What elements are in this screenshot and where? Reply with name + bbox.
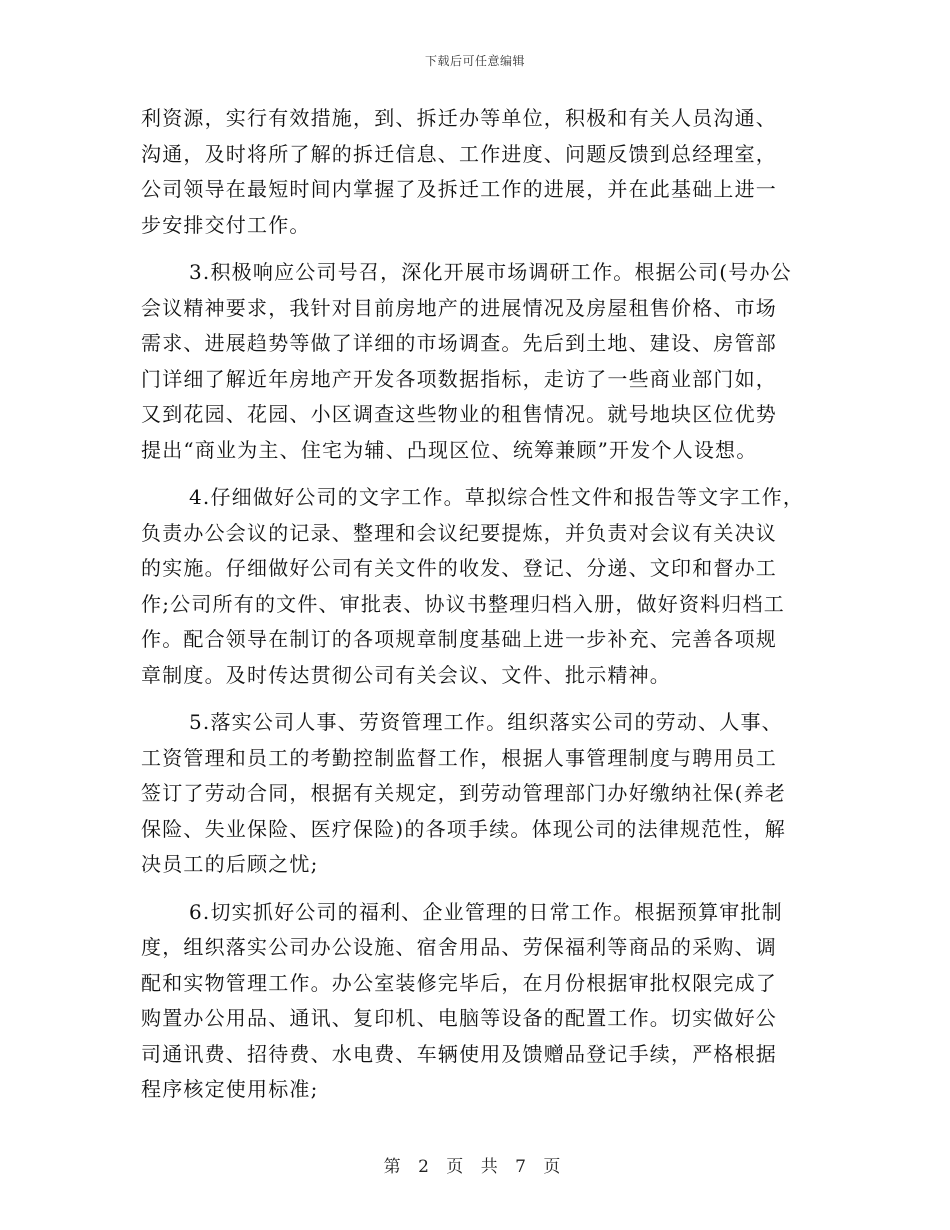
text-line: 3.积极响应公司号召，深化开展市场调研工作。根据公司(号办公: [189, 260, 792, 284]
text-line: 作。配合领导在制订的各项规章制度基础上进一步补充、完善各项规: [141, 627, 777, 651]
text-line: 司通讯费、招待费、水电费、车辆使用及馈赠品登记手续，严格根据: [141, 1041, 777, 1066]
text-line: 沟通，及时将所了解的拆迁信息、工作进度、问题反馈到总经理室，: [141, 141, 777, 166]
text-line: 购置办公用品、通讯、复印机、电脑等设备的配置工作。切实做好公: [141, 1006, 777, 1030]
text-line: 提出“商业为主、住宅为辅、凸现区位、统筹兼顾”开发个人设想。: [141, 437, 758, 462]
text-line: 又到花园、花园、小区调查这些物业的租售情况。就号地块区位优势: [141, 402, 777, 426]
text-line: 负责办公会议的记录、整理和会议纪要提炼，并负责对会议有关决议: [141, 520, 777, 545]
paragraph-item-6: [141, 895, 813, 1108]
text-line: 会议精神要求，我针对目前房地产的进展情况及房屋租售价格、市场: [141, 295, 777, 320]
paragraph-item-5: [141, 705, 813, 883]
text-line: 章制度。及时传达贯彻公司有关会议、文件、批示精神。: [141, 662, 671, 687]
text-line: 保险、失业保险、医疗保险)的各项手续。体现公司的法律规范性，解: [141, 816, 787, 841]
text-line: 需求、进展趋势等做了详细的市场调查。先后到土地、建设、房管部: [141, 331, 777, 355]
document-body: [141, 101, 813, 1120]
text-line: 5.落实公司人事、劳资管理工作。组织落实公司的劳动、人事、: [189, 710, 783, 734]
paragraph-intro-continuation: [141, 101, 813, 243]
page-number-footer: 第 2 页 共 7 页: [383, 1157, 567, 1177]
text-line: 配和实物管理工作。办公室装修完毕后，在月份根据审批权限完成了: [141, 970, 777, 995]
text-line: 度，组织落实公司办公设施、宿舍用品、劳保福利等商品的采购、调: [141, 935, 777, 959]
paragraph-item-4: [141, 480, 813, 693]
paragraph-item-3: [141, 255, 813, 468]
text-line: 工资管理和员工的考勤控制监督工作，根据人事管理制度与聘用员工: [141, 745, 777, 770]
text-line: 签订了劳动合同，根据有关规定，到劳动管理部门办好缴纳社保(养老: [141, 781, 787, 805]
text-line: 决员工的后顾之忧;: [141, 852, 319, 876]
text-line: 步安排交付工作。: [141, 212, 311, 237]
text-line: 利资源，实行有效措施，到、拆迁办等单位，积极和有关人员沟通、: [141, 106, 777, 130]
text-line: 程序核定使用标准;: [141, 1077, 319, 1101]
text-line: 作;公司所有的文件、审批表、协议书整理归档入册，做好资料归档工: [141, 591, 785, 616]
text-line: 公司领导在最短时间内掌握了及拆迁工作的进展，并在此基础上进一: [141, 177, 777, 201]
page-header: 下载后可任意编辑: [424, 54, 525, 68]
text-line: 4.仔细做好公司的文字工作。草拟综合性文件和报告等文字工作，: [189, 485, 805, 509]
text-line: 6.切实抓好公司的福利、企业管理的日常工作。根据预算审批制: [189, 899, 783, 924]
text-line: 的实施。仔细做好公司有关文件的收发、登记、分递、文印和督办工: [141, 556, 777, 580]
text-line: 门详细了解近年房地产开发各项数据指标，走访了一些商业部门如，: [141, 366, 777, 391]
